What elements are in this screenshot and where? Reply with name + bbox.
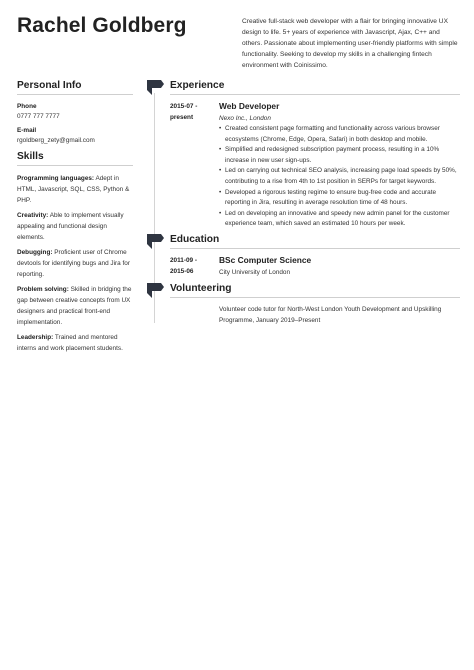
skill-label: Debugging: [17, 249, 53, 256]
phone-label: Phone [17, 103, 37, 110]
volunteering-text: Volunteer code tutor for North-West London Youth Development and Upskilling Programme, January 2019–Present [219, 306, 442, 324]
education-dates [170, 255, 219, 278]
education-section [170, 234, 460, 278]
education-date-end: 2015-06 [170, 268, 194, 275]
skill-item [17, 173, 133, 206]
left-column [17, 80, 133, 358]
experience-bullet: • Led on carrying out technical SEO analysis, increasing page load speeds by 50%, contributing to a rise from 4th to 1st position in SERPs for target keywords. [219, 166, 460, 187]
skill-label: Leadership: [17, 334, 54, 341]
skill-text: Skilled in bridging the gap between creative concepts from UX designers and practical front-end implementation. [17, 286, 132, 326]
experience-date-end: present [170, 114, 194, 121]
experience-bullet: • Led on developing an innovative and speedy new admin panel for the customer experience team, which saved an estimated 10 hours per week. [219, 209, 460, 230]
skill-label: Problem solving: [17, 286, 69, 293]
skill-text: Adept in HTML, Javascript, SQL, CSS, Python & PHP. [17, 175, 130, 204]
experience-dates [170, 101, 219, 230]
skill-text: Able to implement visually appealing and functional design elements. [17, 212, 124, 241]
experience-bullets [219, 124, 460, 230]
section-flag-icon [147, 80, 164, 95]
education-date-start: 2011-09 - [170, 257, 198, 264]
job-title: Web Developer [219, 101, 280, 111]
experience-bullet: • Created consistent page formatting and functionality across various browser ecosystems (Chrome, Edge, Opera, Safari) in both desktop and mobile. [219, 124, 460, 145]
skill-item [17, 284, 133, 328]
experience-bullet: • Simplified and redesigned subscription payment process, resulting in a 10% increase in new user sign-ups. [219, 145, 460, 166]
experience-bullet: • Developed a rigorous testing regime to ensure bug-free code and accurate reporting in Jira, resulting in average resolution time of 48 hours. [219, 188, 460, 209]
skill-text: Proficient user of Chrome devtools for identifying bugs and Jira for reporting. [17, 249, 130, 278]
section-flag-icon [147, 283, 164, 298]
skill-label: Creativity: [17, 212, 49, 219]
volunteering-section [170, 283, 460, 326]
personal-info-heading: Personal Info [17, 80, 133, 95]
resume-name: Rachel Goldberg [17, 14, 187, 37]
skill-item [17, 247, 133, 280]
school-name: City University of London [219, 269, 291, 276]
email-label: E-mail [17, 127, 37, 134]
skills-heading: Skills [17, 151, 133, 166]
degree-title: BSc Computer Science [219, 255, 312, 265]
education-heading: Education [170, 234, 460, 249]
profile-summary: Creative full-stack web developer with a flair for bringing innovative UX design to life. 5+ years of experience with Javascript, Ajax, C++ and others. Passionate about implementing user-friendly platforms with simple functionality. Seeking to develop my skills in a challenging fintech environment with Coinissimo. [242, 18, 458, 69]
phone-value: 0777 777 7777 [17, 113, 60, 120]
skill-text: Trained and mentored interns and work placement students. [17, 334, 123, 352]
skill-item [17, 210, 133, 243]
experience-date-start: 2015-07 - [170, 103, 198, 110]
experience-heading: Experience [170, 80, 460, 95]
education-body [219, 255, 460, 278]
company-name: Nexo Inc., London [219, 115, 271, 122]
experience-section [170, 80, 460, 230]
volunteering-heading: Volunteering [170, 283, 460, 298]
experience-entry [170, 101, 460, 230]
skill-label: Programming languages: [17, 175, 95, 182]
skill-item [17, 332, 133, 354]
section-flag-icon [147, 234, 164, 249]
email-value[interactable]: rgoldberg_zety@gmail.com [17, 137, 95, 144]
education-entry [170, 255, 460, 278]
experience-body [219, 101, 460, 230]
